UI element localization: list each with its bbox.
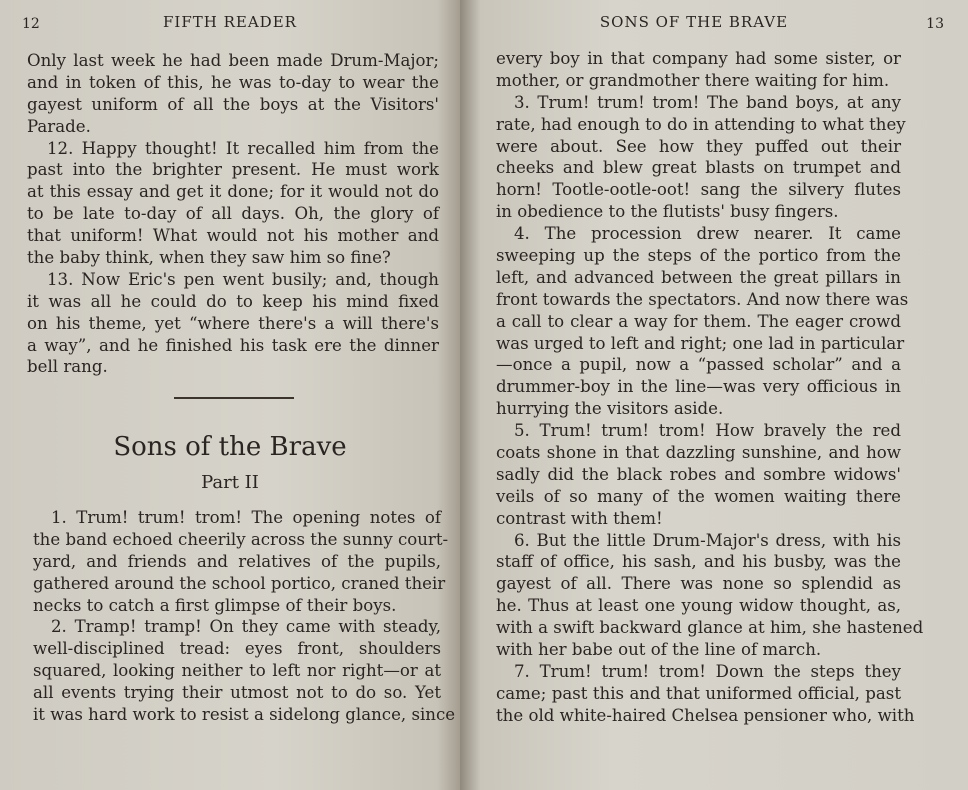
text-line: on his theme, yet “where there's a will there's [27, 313, 439, 333]
text-line: front towards the spectators. And now there was [496, 289, 909, 309]
text-line: gayest of all. There was none so splendid as [496, 574, 901, 594]
text-line: 3. Trum! trum! trom! The band boys, at any [514, 92, 901, 112]
text-line: it was hard work to resist a sidelong glance, since [33, 705, 456, 725]
text-line: to be late to-day of all days. Oh, the glory of [27, 204, 439, 224]
text-line: past into the brighter present. He must work [27, 160, 439, 180]
right-page [460, 0, 968, 790]
text-line: 5. Trum! trum! trom! How bravely the red [514, 421, 901, 441]
text-line: were about. See how they puffed out their [496, 136, 901, 156]
text-line: 2. Tramp! tramp! On they came with steady, [51, 617, 441, 637]
text-line: gathered around the school portico, craned their [33, 573, 446, 593]
section-divider [174, 397, 294, 399]
text-line: the band echoed cheerily across the sunny court- [33, 529, 449, 549]
text-line: 13. Now Eric's pen went busily; and, though [47, 269, 439, 289]
text-line: all events trying their utmost not to do so. Yet [33, 683, 441, 703]
left-running-head: FIFTH READER [163, 13, 297, 31]
right-text [496, 48, 924, 727]
chapter-title: Sons of the Brave [113, 432, 347, 462]
text-line: well-disciplined tread: eyes front, shoulders [33, 639, 441, 659]
text-line: with her babe out of the line of march. [496, 640, 822, 660]
text-line: staff of office, his sash, and his busby, was the [496, 552, 901, 572]
text-line: gayest uniform of all the boys at the Visitors' [27, 94, 439, 114]
text-line: at this essay and get it done; for it would not do [27, 182, 439, 202]
text-line: left, and advanced between the great pillars in [496, 267, 901, 287]
text-line: sweeping up the steps of the portico from the [496, 246, 901, 266]
text-line: sadly did the black robes and sombre widows' [496, 464, 901, 484]
text-line: 12. Happy thought! It recalled him from the [47, 138, 439, 158]
text-line: Parade. [27, 116, 91, 136]
text-line: —once a pupil, now a “passed scholar” and a [496, 355, 901, 375]
text-line: he. Thus at least one young widow thought, as, [496, 596, 901, 616]
text-line: the baby think, when they saw him so fine? [27, 248, 391, 268]
text-line: 4. The procession drew nearer. It came [514, 224, 901, 244]
text-line: necks to catch a first glimpse of their boys. [33, 595, 397, 615]
text-line: bell rang. [27, 357, 108, 377]
text-line: cheeks and blew great blasts on trumpet and [496, 158, 901, 178]
text-line: that uniform! What would not his mother and [27, 226, 439, 246]
text-line: Only last week he had been made Drum-Major; [27, 51, 439, 70]
text-line: yard, and friends and relatives of the pupils, [33, 551, 441, 571]
text-line: veils of so many of the women waiting there [496, 486, 901, 506]
text-line: and in token of this, he was to-day to wear the [27, 72, 439, 92]
left-page-number: 12 [22, 16, 40, 32]
text-line: squared, looking neither to left nor right—or at [33, 661, 441, 681]
left-top-text [27, 50, 439, 378]
text-line: 1. Trum! trum! trom! The opening notes of [51, 508, 441, 527]
text-line: a call to clear a way for them. The eager crowd [496, 311, 901, 331]
part-title: Part II [201, 472, 259, 493]
text-line: it was all he could do to keep his mind fixed [27, 291, 439, 311]
text-line: contrast with them! [496, 508, 663, 528]
text-line: with a swift backward glance at him, she hastened [496, 618, 924, 638]
text-line: 6. But the little Drum-Major's dress, with his [514, 530, 901, 550]
text-line: mother, or grandmother there waiting for him. [496, 70, 890, 90]
text-line: coats shone in that dazzling sunshine, and how [496, 443, 901, 463]
left-bottom-text [33, 507, 456, 726]
right-page-number: 13 [926, 16, 944, 32]
text-line: drummer-boy in the line—was very officious in [496, 377, 901, 397]
text-line: a way”, and he finished his task ere the dinner [27, 335, 439, 355]
text-line: hurrying the visitors aside. [496, 399, 724, 419]
text-line: the old white-haired Chelsea pensioner who, with [496, 705, 915, 725]
text-line: was urged to left and right; one lad in particular [496, 333, 905, 353]
left-page [0, 0, 460, 790]
text-line: rate, had enough to do in attending to what they [496, 114, 906, 134]
text-line: in obedience to the flutists' busy fingers. [496, 202, 839, 222]
text-line: 7. Trum! trum! trom! Down the steps they [514, 661, 901, 681]
text-line: horn! Tootle-ootle-oot! sang the silvery flutes [496, 180, 901, 200]
text-line: came; past this and that uniformed official, past [496, 683, 901, 703]
right-running-head: SONS OF THE BRAVE [599, 13, 789, 31]
text-line: every boy in that company had some sister, or [496, 49, 901, 68]
